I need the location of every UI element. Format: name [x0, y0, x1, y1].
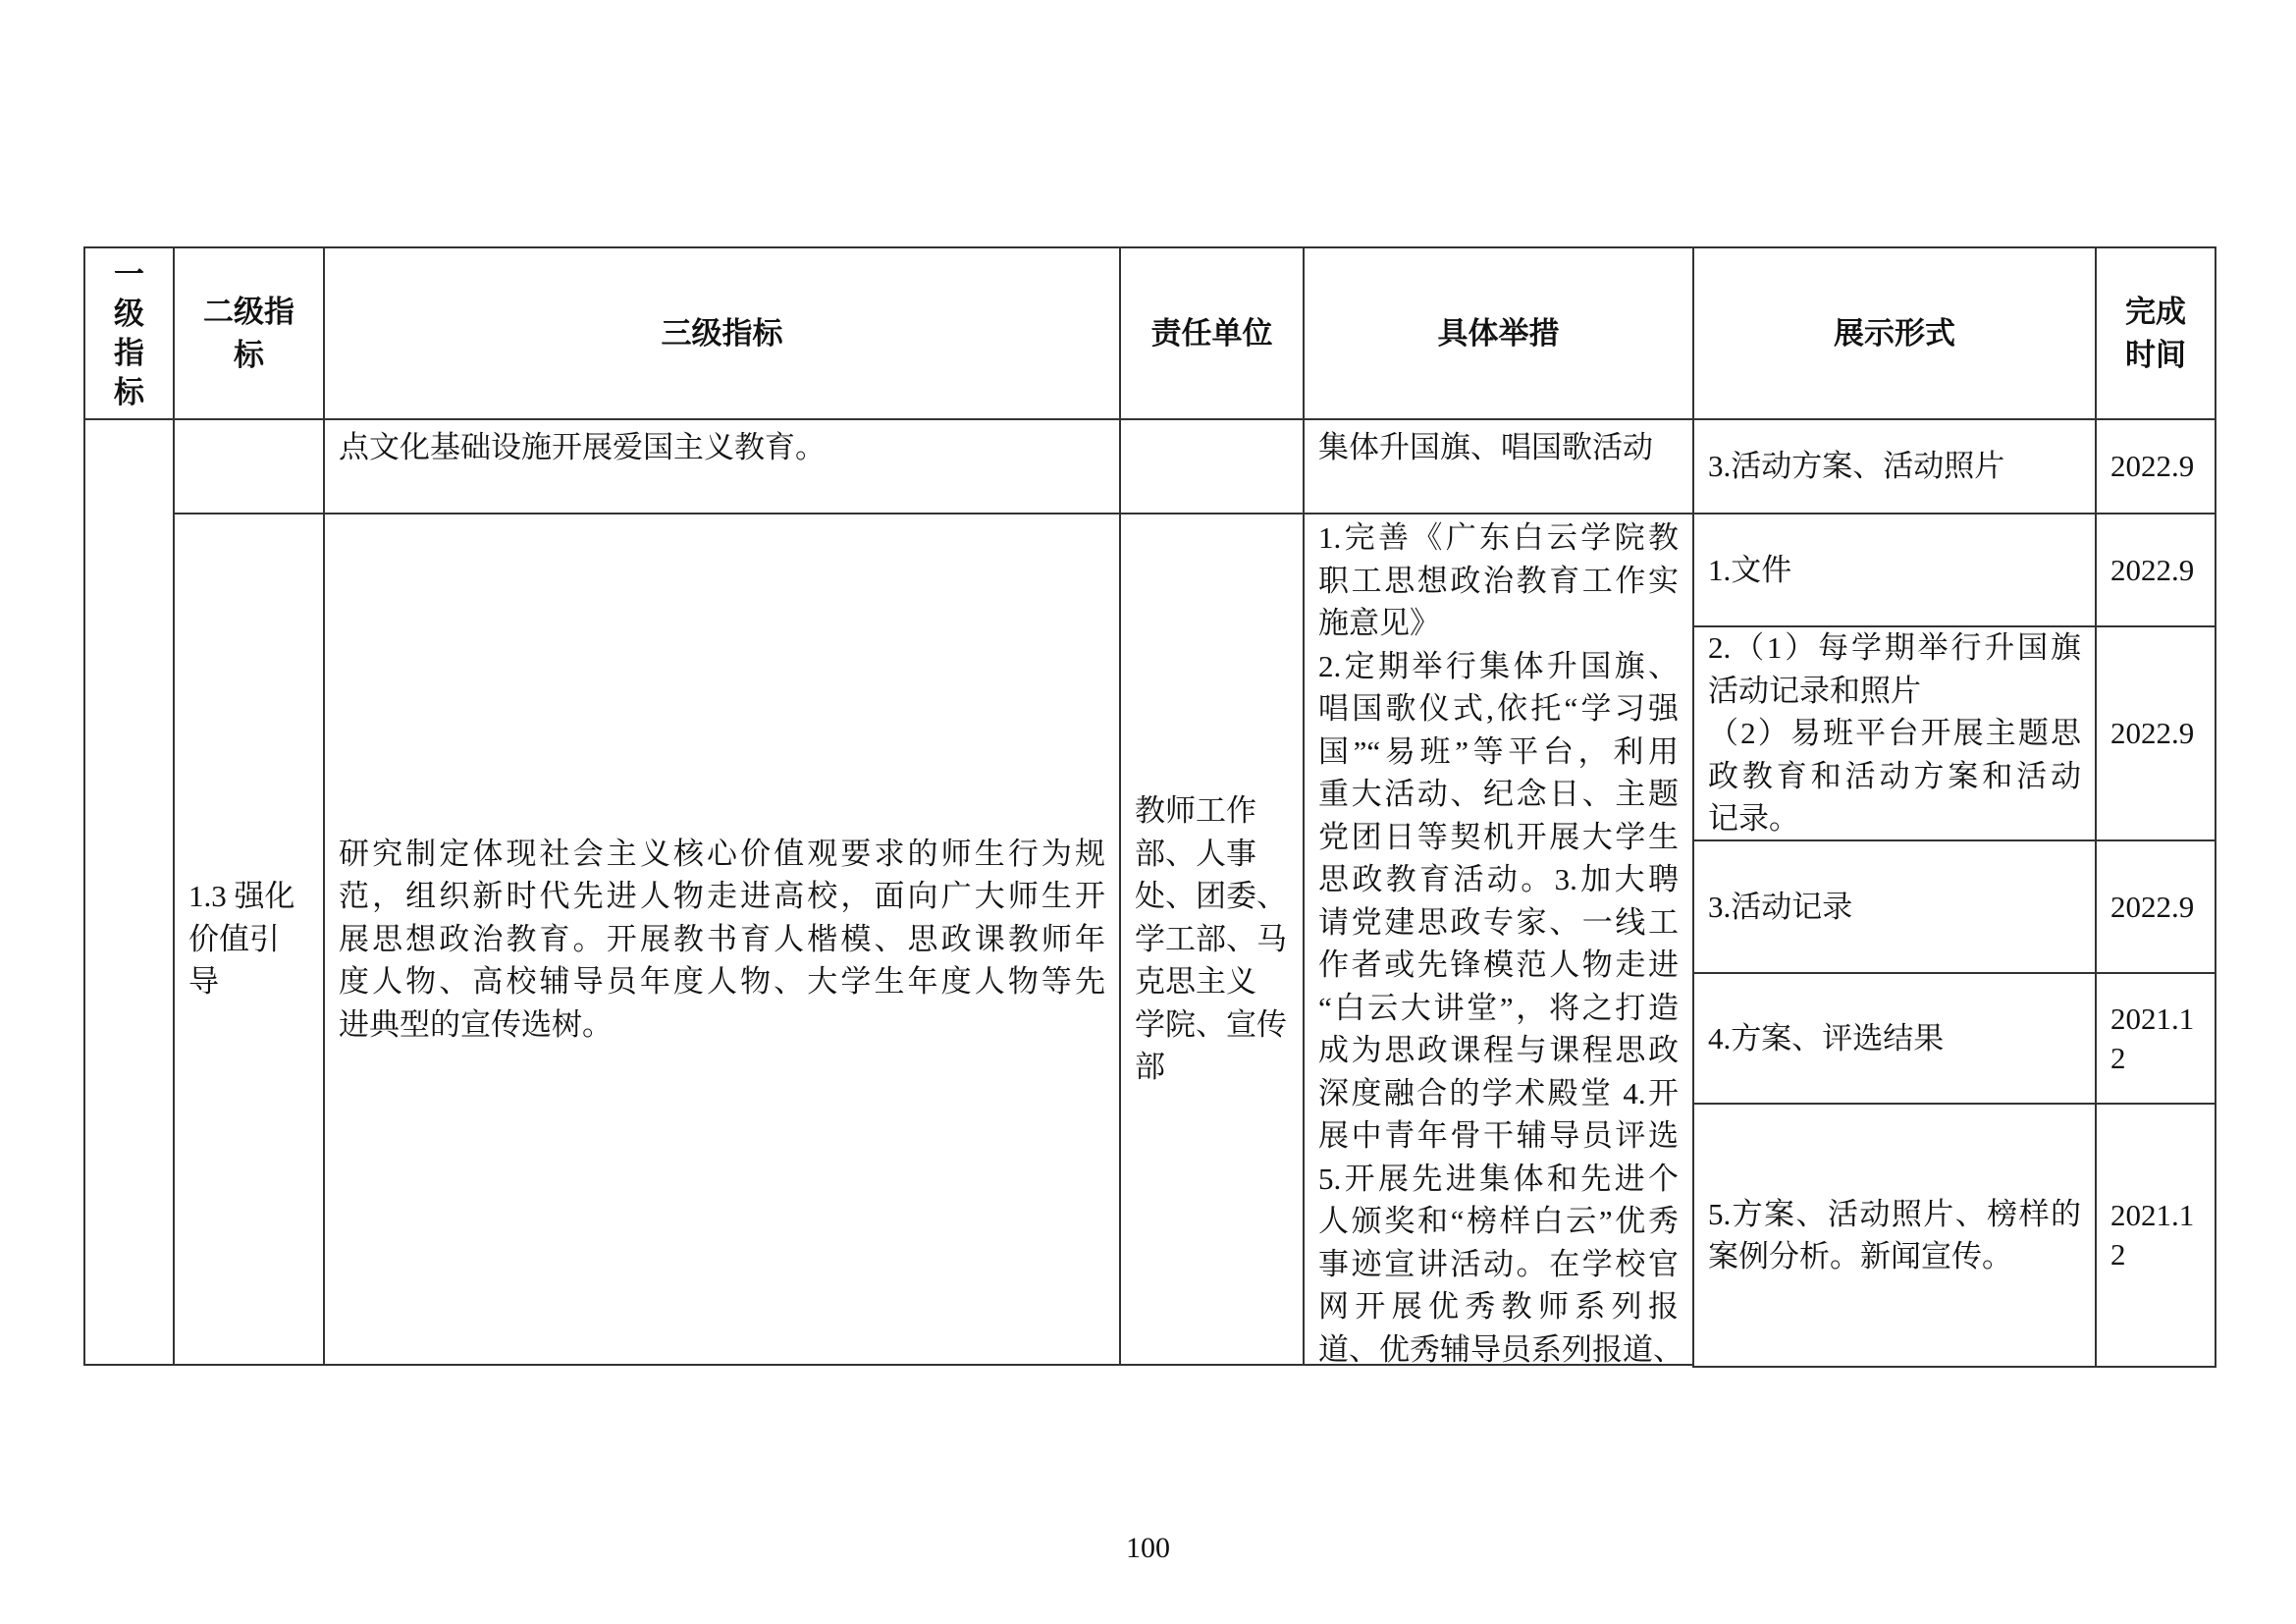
cell-line: 4.方案、评选结果 [1708, 1020, 1945, 1056]
row2-time-3 [2095, 839, 2216, 974]
cell-line: 职工思想政治教育工作实 [1318, 563, 1679, 598]
cell-text: 导 [188, 964, 219, 1000]
cell-line: 政教育和活动方案和活动 [1708, 758, 2081, 793]
cell-line: 2022.9 [2110, 889, 2195, 924]
header-level3: 三级指标 [323, 246, 1121, 420]
row2-display-2 [1692, 625, 2097, 841]
cell-line: 施意见》 [1318, 606, 1440, 640]
row2-display-3 [1692, 839, 2097, 974]
cell-text: 点文化基础设施开展爱国主义教育。 [339, 430, 826, 464]
cell-line: 5.开展先进集体和先进个 [1318, 1161, 1679, 1196]
cell-text: 集体升国旗、唱国歌活动 [1318, 430, 1653, 464]
header-measures: 具体举措 [1303, 246, 1694, 420]
row1-unit [1119, 418, 1305, 514]
row2-time-2 [2095, 625, 2216, 841]
row2-level2 [173, 513, 325, 1366]
cell-line: 事迹宣讲活动。在学校官 [1318, 1246, 1679, 1281]
cell-line: 1.文件 [1708, 552, 1792, 587]
cell-line: 1.完善《广东白云学院教 [1318, 520, 1679, 555]
cell-line: 处、团委、 [1135, 879, 1287, 914]
cell-line: “白云大讲堂”，将之打造 [1318, 990, 1679, 1025]
level1-cell [83, 418, 175, 1366]
cell-line: 5.方案、活动照片、榜样的 [1708, 1196, 2081, 1231]
header-display: 展示形式 [1692, 246, 2097, 420]
row2-time-5 [2095, 1103, 2216, 1368]
cell-text: 价值引 [188, 921, 280, 956]
cell-line: 国”“易班”等平台，利用 [1318, 733, 1679, 769]
cell-line: 教师工作 [1135, 793, 1256, 829]
cell-line: 记录。 [1708, 801, 1799, 837]
header-time [2095, 246, 2216, 420]
row2-level3 [323, 513, 1121, 1366]
cell-line: 2.定期举行集体升国旗、 [1318, 648, 1679, 683]
row1-level3 [323, 418, 1121, 514]
cell-line: 2021.1 [2110, 1198, 2195, 1232]
cell-line: 唱国歌仪式,依托“学习强 [1318, 691, 1679, 726]
cell-line: 人颁奖和“榜样白云”优秀 [1318, 1204, 1679, 1238]
cell-line: 请党建思政专家、一线工 [1318, 904, 1679, 940]
row2-time-4 [2095, 972, 2216, 1105]
cell-line: 2 [2110, 1040, 2126, 1075]
cell-text: 3.活动方案、活动照片 [1708, 449, 2005, 484]
header-unit: 责任单位 [1119, 246, 1305, 420]
header-text: 标 [114, 374, 144, 409]
cell-line: 展思想政治教育。开展教书育人楷模、思政课教师年 [339, 921, 1105, 956]
cell-line: 2.（1）每学期举行升国旗 [1708, 630, 2081, 666]
row2-display-5 [1692, 1103, 2097, 1368]
cell-line: 学院、宣传 [1135, 1006, 1287, 1042]
cell-line: 网开展优秀教师系列报 [1318, 1289, 1679, 1324]
cell-line: 重大活动、纪念日、主题 [1318, 777, 1679, 811]
row2-measures [1303, 513, 1694, 1366]
header-text: 指 [114, 335, 144, 370]
header-text: 完成 [2125, 294, 2186, 329]
cell-line: 深度融合的学术殿堂 4.开 [1318, 1075, 1679, 1110]
cell-line: 范，组织新时代先进人物走进高校，面向广大师生开 [339, 879, 1105, 914]
page-number: 100 [1126, 1532, 1170, 1564]
row2-display-4 [1692, 972, 2097, 1105]
cell-line: 作者或先锋模范人物走进 [1318, 947, 1679, 982]
cell-line: 2022.9 [2110, 552, 2195, 587]
cell-line: 3.活动记录 [1708, 889, 1853, 924]
cell-line: 学工部、马 [1135, 921, 1287, 956]
row2-time-1 [2095, 513, 2216, 627]
cell-line: （2）易班平台开展主题思 [1708, 716, 2081, 751]
cell-line: 2 [2110, 1237, 2126, 1272]
cell-line: 党团日等契机开展大学生 [1318, 819, 1679, 854]
row1-display [1692, 418, 2097, 514]
header-text: 时间 [2125, 337, 2186, 372]
cell-line: 进典型的宣传选树。 [339, 1006, 613, 1042]
cell-line: 研究制定体现社会主义核心价值观要求的师生行为规 [339, 836, 1105, 871]
cell-line: 活动记录和照片 [1708, 673, 1921, 708]
cell-line: 案例分析。新闻宣传。 [1708, 1239, 2012, 1273]
cell-line: 思政教育活动。3.加大聘 [1318, 862, 1679, 896]
cell-line: 成为思政课程与课程思政 [1318, 1033, 1679, 1067]
cell-line: 道、优秀辅导员系列报道、 [1318, 1331, 1683, 1366]
cell-line: 2021.1 [2110, 1001, 2195, 1036]
header-level2 [173, 246, 325, 420]
header-text: 一 [114, 256, 144, 292]
cell-text: 1.3 强化 [188, 879, 295, 914]
row2-unit [1119, 513, 1305, 1366]
header-level1 [83, 246, 175, 420]
header-text: 二级指 [203, 294, 294, 329]
cell-line: 2022.9 [2110, 716, 2195, 750]
row1-measures [1303, 418, 1694, 514]
row1-time [2095, 418, 2216, 514]
header-text: 级 [114, 296, 144, 331]
row2-display-1 [1692, 513, 2097, 627]
cell-line: 部 [1135, 1050, 1165, 1085]
cell-line: 克思主义 [1135, 964, 1256, 1000]
cell-line: 部、人事 [1135, 836, 1256, 871]
cell-line: 展中青年骨干辅导员评选 [1318, 1118, 1679, 1153]
cell-text: 2022.9 [2110, 449, 2195, 483]
cell-line: 度人物、高校辅导员年度人物、大学生年度人物等先 [339, 964, 1105, 1000]
row1-level2 [173, 418, 325, 514]
header-text: 标 [234, 337, 264, 372]
